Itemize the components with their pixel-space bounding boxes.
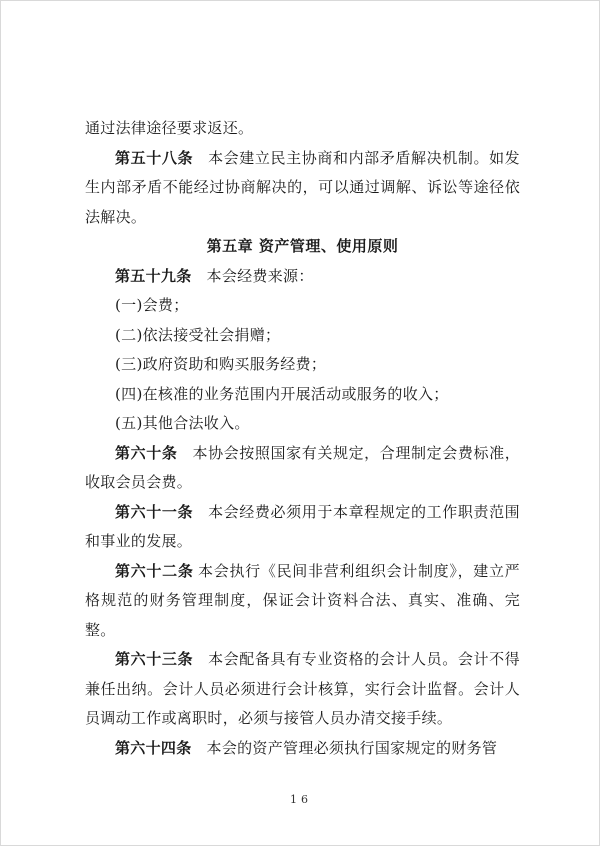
article-64-number: 第六十四条: [115, 738, 192, 757]
article-62-text: 本会执行《民间非营利组织会计制度》，建立严格规范的财务管理制度，保证会计资料合法、真实、准确、完整。: [85, 561, 520, 639]
article-64-text: 本会的资产管理必须执行国家规定的财务管: [206, 738, 498, 757]
article-60-number: 第六十条: [115, 443, 178, 462]
funding-source-item-4: (四)在核准的业务范围内开展活动或服务的收入；: [115, 384, 449, 403]
article-58-text: 本会建立民主协商和内部矛盾解决机制。如发生内部矛盾不能经过协商解决的，可以通过调解、诉讼等途径依法解决。: [85, 148, 520, 226]
article-63-number: 第六十三条: [115, 650, 194, 668]
article-61: [85, 498, 520, 557]
article-63-text: 本会配备具有专业资格的会计人员。会计不得兼任出纳。会计人员必须进行会计核算，实行会计监督。会计人员调动工作或离职时，必须与接管人员办清交接手续。: [85, 650, 520, 727]
article-60-text: 本协会按照国家有关规定，合理制定会费标准，收取会员会费。: [85, 443, 520, 491]
funding-source-item-3: (三)政府资助和购买服务经费；: [115, 355, 327, 373]
article-60: [85, 439, 520, 498]
article-58-number: 第五十八条: [115, 148, 194, 167]
article-63: [85, 645, 520, 734]
article-58: [85, 144, 520, 233]
funding-source-item-2: (二)依法接受社会捐赠；: [115, 325, 281, 344]
funding-source-item-5: (五)其他合法收入。: [115, 414, 250, 432]
article-59: [85, 262, 520, 292]
article-61-number: 第六十一条: [115, 502, 194, 521]
article-62: [85, 557, 520, 646]
chapter-title: 第五章 资产管理、使用原则: [206, 237, 399, 255]
article-64: [85, 734, 520, 764]
continuation-paragraph: [85, 114, 520, 144]
article-61-text: 本会经费必须用于本章程规定的工作职责范围和事业的发展。: [85, 502, 520, 550]
article-59-number: 第五十九条: [115, 266, 192, 285]
document-body: [85, 114, 520, 763]
article-59-text: 本会经费来源：: [206, 266, 314, 285]
article-62-number: 第六十二条: [115, 561, 194, 580]
page-number: 16: [290, 793, 312, 806]
continuation-text: 通过法律途径要求返还。: [85, 119, 254, 137]
funding-source-item-1: (一)会费；: [115, 296, 189, 314]
